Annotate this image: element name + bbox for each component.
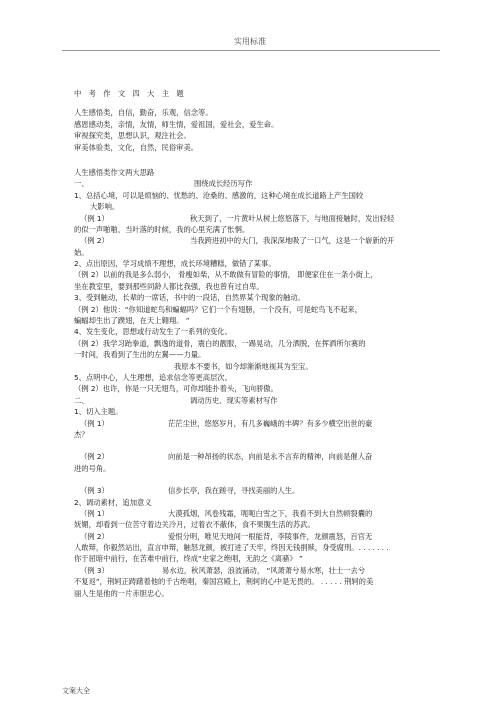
page-header: 实用标准 <box>234 37 266 46</box>
example-tag: （例 1） <box>80 418 109 428</box>
theme-line: 人生感悟类，自信，勤奋，乐观，信念等。 <box>74 108 213 118</box>
example-line <box>74 418 442 429</box>
example-text: 茫茫尘世，悠悠岁月，有几多巍峨的丰碑？有多少横空出世的豪 <box>168 418 373 428</box>
part-heading: 人生感悟类作文两大思路 <box>74 167 155 177</box>
section-title: 围绕成长经历写作 <box>194 179 253 189</box>
paragraph: 2、调动素材，追加意义 <box>74 497 152 507</box>
example-line: （例 2）他说：“你知道蛇鸟和蝙蝠吗？它们一个有翅膀，一个没有，可是蛇鸟飞不起来， <box>74 304 363 314</box>
page-footer: 文案大全 <box>62 687 90 695</box>
example-line <box>74 485 442 496</box>
example-cont: 的似一声啪啪，当叶落的时候，我的心里充满了怅惘。 <box>74 224 250 234</box>
example-tag: （例 3） <box>80 565 109 575</box>
example-cont: 你于屈暗中前行，在苦难中前行，终成“史家之绝唱，无韵之《离骚》 ” <box>74 554 303 564</box>
quote-line: 我原本不要书，如今却渐渐地视其为至宝。 <box>174 361 313 371</box>
paragraph: 2、点出原因，学习成绩不理想，成长环境糟糕，做错了某事。 <box>74 259 276 269</box>
example-text: 信步长亭，我在蹉寻，寻找美丽的人生。 <box>168 486 300 496</box>
section-heading <box>74 178 442 189</box>
example-cont: 坐在教室里，要到那些同龄人都比我强，我也曾有过自卑。 <box>74 281 264 291</box>
example-cont: 始。 <box>74 247 89 257</box>
example-tag: （例 2） <box>80 531 109 541</box>
example-cont: 不复返”，荆轲正踌躇着他的千古绝唱，秦国宫殿上，荆轲的心中是无畏的。 . . . . . 荆轲的美 <box>74 577 374 587</box>
example-line <box>74 451 442 462</box>
theme-line: 审视探究类，思想认识，观注社会。 <box>74 131 191 141</box>
example-line <box>74 235 442 246</box>
example-line <box>74 213 442 224</box>
example-cont: 杰？ <box>74 429 89 439</box>
example-text: 秋天到了，一片黄叶从树上悠悠落下，与地面接触时，发出轻轻 <box>190 213 395 223</box>
example-cont: 一时间，我看到了生出的左翼——力量。 <box>74 350 206 360</box>
paragraph-cont: 大影响。 <box>90 202 120 212</box>
paragraph: 1、切入主题。 <box>74 407 123 417</box>
example-line: （例 2）也许，你是一只无翅鸟，可你却能扑着头，飞向骄傲。 <box>74 384 278 394</box>
example-cont: 进的号角。 <box>74 463 111 473</box>
example-tag: （例 1） <box>80 508 109 518</box>
doc-title: 中 考 作 文 四 大 主 题 <box>74 89 187 98</box>
paragraph: 3、受到触动，长辈的一席话，书中的一段话，自然界某个现象的触动。 <box>74 293 305 303</box>
example-text: 向前是一种昂扬的状态，向前是永不言弃的精神，向前是催人奋 <box>168 452 373 462</box>
section-number: 二、 <box>74 395 89 405</box>
document-body <box>74 80 442 599</box>
example-cont: 人敢辩，你毅然站出，直言申辩，触怒龙颜，被打进了天牢，终因无钱捐赎，身受腐刑。. . . . . . . <box>74 543 389 553</box>
section-heading <box>74 395 442 406</box>
header-divider <box>62 50 440 51</box>
example-line: （例 2）我学习跆拳道，飘逸的道骨，震白的靓服，一踢晃动，几分洒脱，在挥洒所尔赛的 <box>74 338 366 348</box>
example-tag: （例 3） <box>80 486 109 496</box>
example-text: 易水边，秋风萧瑟，浪波涌动， “风萧萧兮易水寒，壮士一去兮 <box>162 565 366 575</box>
example-tag: （例 2） <box>80 236 109 246</box>
theme-line: 感恩感动类，亲情，友情，师生情，爱祖国，爱社会，爱生命。 <box>74 119 279 129</box>
paragraph: 4、发生变化，思想或行动发生了一系列的变化。 <box>74 327 232 337</box>
example-text: 当我跨进初中的大门，我深深地吸了一口气，这是一个崭新的开 <box>190 236 395 246</box>
example-line <box>74 531 442 542</box>
example-cont: 蝙蝠却生出了蹼翅，在天上翱翔。 ” <box>74 316 190 326</box>
example-tag: （例 2） <box>80 452 109 462</box>
example-line <box>74 508 442 519</box>
section-title: 调动历史、现实等素材写作 <box>190 395 278 405</box>
example-text: 爱恨分明，唯见天地间一根能背，李陵事件，龙颜震怒，百官无 <box>168 531 373 541</box>
paragraph: 1、总括心境，可以是烦恼的、忧愁的、沧桑的、感激的，这种心境在成长道路上产生国较 <box>74 190 364 200</box>
example-tag: （例 1） <box>80 213 109 223</box>
theme-line: 审美体验类，文化，自然，民俗审美。 <box>74 142 199 152</box>
example-text: 大漠孤烟，风卷残霜，呃呃白雪之下，我看不到大自然顿裂囊的 <box>168 508 373 518</box>
paragraph: 5、点明中心，人生理想，追求信念等更高层次。 <box>74 372 232 382</box>
example-line <box>74 565 442 576</box>
example-cont: 妩媚，却看到一位苦守着边关冷月，过着衣不蔽体，食不果腹生活的苏武。 <box>74 520 315 530</box>
example-line: （例 2）以前的我是多么弱小， 骨瘦如柴，从不敢做有冒险的事情， 即便家住在一条小街上， <box>74 270 378 280</box>
section-number: 一、 <box>74 179 89 189</box>
example-cont: 丽人生是他的一片赤胆忠心。 <box>74 588 169 598</box>
